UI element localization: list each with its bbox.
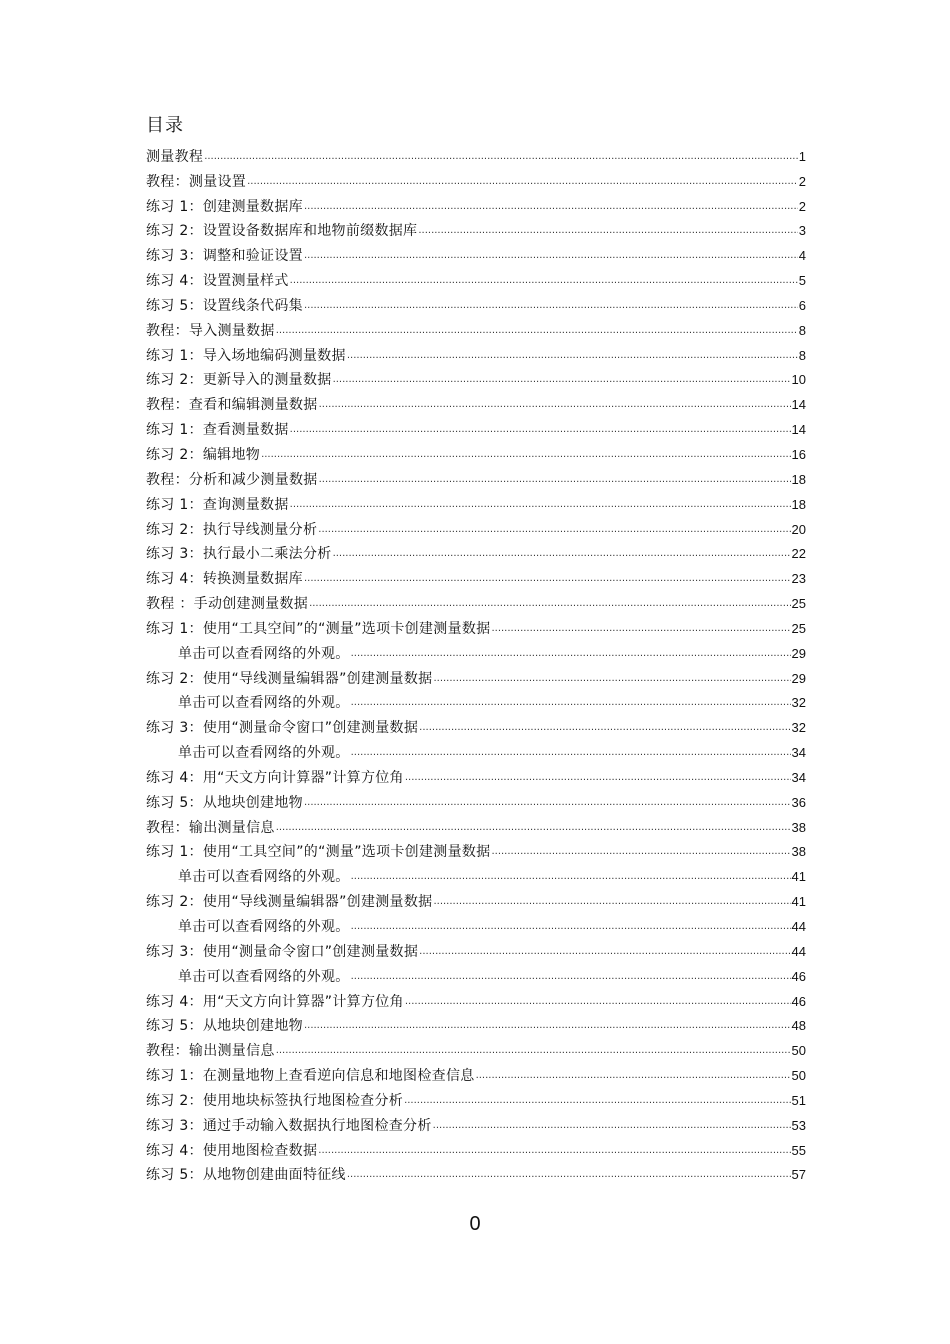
toc-subentry[interactable] xyxy=(146,638,806,663)
toc-entry-text: 练习 1：使用“工具空间”的“测量”选项卡创建测量数据 xyxy=(146,844,491,861)
toc-entry-page-number: 38 xyxy=(791,844,806,860)
toc-entry[interactable] xyxy=(146,514,806,539)
toc-entry-page-number: 8 xyxy=(798,322,806,338)
toc-list xyxy=(146,141,806,1184)
toc-entry-page-number: 25 xyxy=(791,620,806,636)
toc-subentry[interactable] xyxy=(146,961,806,986)
toc-entry-page-number: 44 xyxy=(791,943,806,959)
toc-entry-page-number: 48 xyxy=(791,1018,806,1034)
toc-entry-text: 单击可以查看网络的外观。 xyxy=(178,745,350,762)
toc-dot-leader xyxy=(491,845,790,859)
toc-entry-page-number: 41 xyxy=(791,894,806,910)
toc-title: 目录 xyxy=(146,115,184,136)
toc-entry[interactable] xyxy=(146,240,806,265)
toc-dot-leader xyxy=(476,1069,791,1083)
toc-entry-text: 教程：测量设置 xyxy=(146,173,247,190)
toc-entry-text: 练习 4：用“天文方向计算器”计算方位角 xyxy=(146,993,404,1010)
page-number: 0 xyxy=(469,1213,481,1235)
toc-entry[interactable] xyxy=(146,886,806,911)
toc-dot-leader xyxy=(204,150,798,164)
toc-entry-text: 教程：查看和编辑测量数据 xyxy=(146,397,318,414)
toc-entry-page-number: 44 xyxy=(791,919,806,934)
toc-subentry[interactable] xyxy=(146,688,806,713)
toc-entry-text: 教程：分析和减少测量数据 xyxy=(146,471,318,488)
toc-entry-page-number: 25 xyxy=(791,596,806,612)
toc-dot-leader xyxy=(419,945,790,959)
toc-entry[interactable] xyxy=(146,166,806,191)
toc-dot-leader xyxy=(318,523,790,537)
toc-entry-page-number: 55 xyxy=(791,1142,806,1158)
toc-entry[interactable] xyxy=(146,837,806,862)
toc-entry[interactable] xyxy=(146,191,806,216)
toc-entry-text: 练习 1：查看测量数据 xyxy=(146,422,289,439)
toc-entry[interactable] xyxy=(146,1035,806,1060)
toc-entry[interactable] xyxy=(146,539,806,564)
toc-entry-text: 练习 1：查询测量数据 xyxy=(146,496,289,513)
toc-entry[interactable] xyxy=(146,762,806,787)
toc-entry-page-number: 29 xyxy=(791,645,806,661)
toc-entry-page-number: 10 xyxy=(791,372,806,388)
toc-entry-page-number: 6 xyxy=(798,297,806,313)
toc-entry-page-number: 2 xyxy=(798,198,806,214)
toc-entry-text: 练习 5：设置线条代码集 xyxy=(146,297,303,314)
toc-dot-leader xyxy=(304,572,791,586)
toc-subentry[interactable] xyxy=(146,911,806,936)
toc-entry[interactable] xyxy=(146,1110,806,1135)
toc-entry-text: 教程：输出测量信息 xyxy=(146,1043,275,1060)
toc-entry-page-number: 34 xyxy=(791,769,806,785)
toc-entry-text: 教程：导入测量数据 xyxy=(146,322,275,339)
toc-entry-text: 练习 2：设置设备数据库和地物前缀数据库 xyxy=(146,223,418,240)
toc-entry-page-number: 5 xyxy=(798,273,806,289)
toc-entry-text: 练习 1：使用“工具空间”的“测量”选项卡创建测量数据 xyxy=(146,620,491,637)
toc-dot-leader xyxy=(276,1044,791,1058)
toc-entry[interactable] xyxy=(146,216,806,241)
toc-entry-page-number: 46 xyxy=(791,993,806,1009)
toc-dot-leader xyxy=(290,274,798,288)
toc-entry[interactable] xyxy=(146,588,806,613)
toc-dot-leader xyxy=(333,547,791,561)
toc-dot-leader xyxy=(433,1119,791,1133)
toc-dot-leader xyxy=(304,249,798,263)
toc-entry-page-number: 18 xyxy=(791,471,806,487)
toc-entry-page-number: 23 xyxy=(791,571,806,587)
toc-entry-text: 教程：输出测量信息 xyxy=(146,819,275,836)
toc-dot-leader xyxy=(405,995,791,1009)
toc-entry-page-number: 46 xyxy=(791,968,806,984)
toc-entry[interactable] xyxy=(146,340,806,365)
toc-dot-leader xyxy=(333,373,791,387)
toc-entry-page-number: 29 xyxy=(791,670,806,686)
toc-entry-page-number: 2 xyxy=(798,173,806,189)
toc-entry-page-number: 32 xyxy=(791,695,806,711)
toc-entry-page-number: 34 xyxy=(791,745,806,761)
toc-entry-page-number: 36 xyxy=(791,794,806,810)
toc-dot-leader xyxy=(418,224,797,238)
toc-dot-leader xyxy=(247,175,798,189)
toc-subentry[interactable] xyxy=(146,737,806,762)
toc-entry[interactable] xyxy=(146,1135,806,1160)
toc-entry[interactable] xyxy=(146,663,806,688)
toc-subentry[interactable] xyxy=(146,861,806,886)
toc-entry-page-number: 3 xyxy=(798,223,806,239)
toc-dot-leader xyxy=(304,200,798,214)
toc-entry-text: 练习 2：编辑地物 xyxy=(146,446,261,463)
toc-entry-page-number: 4 xyxy=(798,248,806,264)
toc-entry-text: 练习 3：调整和验证设置 xyxy=(146,248,303,265)
toc-entry-text: 练习 3：执行最小二乘法分析 xyxy=(146,546,332,563)
toc-entry[interactable] xyxy=(146,1011,806,1036)
toc-entry[interactable] xyxy=(146,986,806,1011)
toc-entry[interactable] xyxy=(146,489,806,514)
toc-entry-text: 练习 4：用“天文方向计算器”计算方位角 xyxy=(146,769,404,786)
toc-dot-leader xyxy=(351,870,791,884)
toc-dot-leader xyxy=(351,696,791,710)
toc-entry-text: 练习 5：从地块创建地物 xyxy=(146,1018,303,1035)
toc-dot-leader xyxy=(405,771,791,785)
toc-entry[interactable] xyxy=(146,365,806,390)
toc-entry-text: 单击可以查看网络的外观。 xyxy=(178,869,350,886)
toc-entry-text: 练习 1：导入场地编码测量数据 xyxy=(146,347,346,364)
toc-entry[interactable] xyxy=(146,563,806,588)
toc-entry-page-number: 22 xyxy=(791,546,806,562)
toc-entry-page-number: 50 xyxy=(791,1043,806,1059)
toc-dot-leader xyxy=(276,821,791,835)
toc-entry[interactable] xyxy=(146,712,806,737)
toc-entry-text: 练习 2：更新导入的测量数据 xyxy=(146,372,332,389)
toc-entry-text: 练习 3：使用“测量命令窗口”创建测量数据 xyxy=(146,720,419,737)
toc-dot-leader xyxy=(318,1144,790,1158)
toc-entry-text: 练习 4：设置测量样式 xyxy=(146,273,289,290)
toc-entry-page-number: 32 xyxy=(791,720,806,736)
toc-entry-text: 练习 5：从地块创建地物 xyxy=(146,794,303,811)
toc-entry-text: 练习 4：使用地图检查数据 xyxy=(146,1142,318,1159)
toc-entry-text: 练习 1：创建测量数据库 xyxy=(146,198,303,215)
toc-dot-leader xyxy=(419,721,790,735)
toc-entry[interactable] xyxy=(146,315,806,340)
toc-dot-leader xyxy=(351,647,791,661)
toc-entry-text: 测量教程 xyxy=(146,148,204,165)
toc-dot-leader xyxy=(351,920,791,934)
toc-entry-page-number: 53 xyxy=(791,1117,806,1133)
toc-entry-page-number: 41 xyxy=(791,869,806,885)
toc-entry[interactable] xyxy=(146,290,806,315)
toc-dot-leader xyxy=(319,473,791,487)
toc-entry-text: 单击可以查看网络的外观。 xyxy=(178,695,350,712)
toc-entry[interactable] xyxy=(146,936,806,961)
toc-dot-leader xyxy=(347,1168,791,1182)
toc-entry[interactable] xyxy=(146,265,806,290)
toc-entry[interactable] xyxy=(146,787,806,812)
toc-dot-leader xyxy=(304,299,798,313)
toc-entry-text: 练习 2：使用“导线测量编辑器”创建测量数据 xyxy=(146,670,433,687)
toc-entry-page-number: 14 xyxy=(791,397,806,413)
toc-dot-leader xyxy=(261,448,790,462)
toc-entry-page-number: 16 xyxy=(791,446,806,462)
toc-entry-page-number: 20 xyxy=(791,521,806,537)
toc-dot-leader xyxy=(304,796,791,810)
toc-entry-page-number: 8 xyxy=(798,347,806,363)
toc-entry[interactable] xyxy=(146,464,806,489)
toc-entry-text: 练习 4：转换测量数据库 xyxy=(146,571,303,588)
toc-entry-text: 练习 3：通过手动输入数据执行地图检查分析 xyxy=(146,1117,432,1134)
toc-dot-leader xyxy=(351,970,791,984)
toc-dot-leader xyxy=(304,1019,791,1033)
toc-entry[interactable] xyxy=(146,1085,806,1110)
toc-dot-leader xyxy=(351,746,791,760)
toc-dot-leader xyxy=(276,324,798,338)
toc-entry[interactable] xyxy=(146,389,806,414)
toc-entry-text: 单击可以查看网络的外观。 xyxy=(178,968,350,985)
toc-entry-text: 练习 3：使用“测量命令窗口”创建测量数据 xyxy=(146,943,419,960)
toc-entry-text: 练习 2：执行导线测量分析 xyxy=(146,521,318,538)
toc-dot-leader xyxy=(319,398,791,412)
toc-entry-text: 练习 2：使用地块标签执行地图检查分析 xyxy=(146,1092,404,1109)
toc-entry-text: 练习 1：在测量地物上查看逆向信息和地图检查信息 xyxy=(146,1068,475,1085)
toc-dot-leader xyxy=(309,597,790,611)
toc-entry[interactable] xyxy=(146,1160,806,1185)
toc-dot-leader xyxy=(290,498,791,512)
toc-entry-page-number: 38 xyxy=(791,819,806,835)
toc-entry-text: 单击可以查看网络的外观。 xyxy=(178,645,350,662)
toc-dot-leader xyxy=(290,423,791,437)
toc-entry[interactable] xyxy=(146,414,806,439)
toc-dot-leader xyxy=(491,622,790,636)
toc-entry[interactable] xyxy=(146,613,806,638)
toc-entry[interactable] xyxy=(146,812,806,837)
toc-entry-page-number: 18 xyxy=(791,496,806,512)
toc-entry-page-number: 51 xyxy=(791,1092,806,1108)
toc-dot-leader xyxy=(433,895,790,909)
toc-entry-page-number: 14 xyxy=(791,422,806,438)
toc-dot-leader xyxy=(433,672,790,686)
toc-entry[interactable] xyxy=(146,439,806,464)
toc-entry-text: 单击可以查看网络的外观。 xyxy=(178,919,350,935)
toc-entry[interactable] xyxy=(146,141,806,166)
toc-entry-text: 练习 5：从地物创建曲面特征线 xyxy=(146,1167,346,1184)
toc-entry-page-number: 57 xyxy=(791,1167,806,1183)
toc-entry-page-number: 50 xyxy=(791,1068,806,1084)
toc-entry-text: 教程 ：手动创建测量数据 xyxy=(146,596,309,613)
toc-dot-leader xyxy=(347,349,798,363)
toc-entry-page-number: 1 xyxy=(798,148,806,164)
toc-dot-leader xyxy=(404,1094,790,1108)
toc-entry[interactable] xyxy=(146,1060,806,1085)
toc-entry-text: 练习 2：使用“导线测量编辑器”创建测量数据 xyxy=(146,894,433,911)
